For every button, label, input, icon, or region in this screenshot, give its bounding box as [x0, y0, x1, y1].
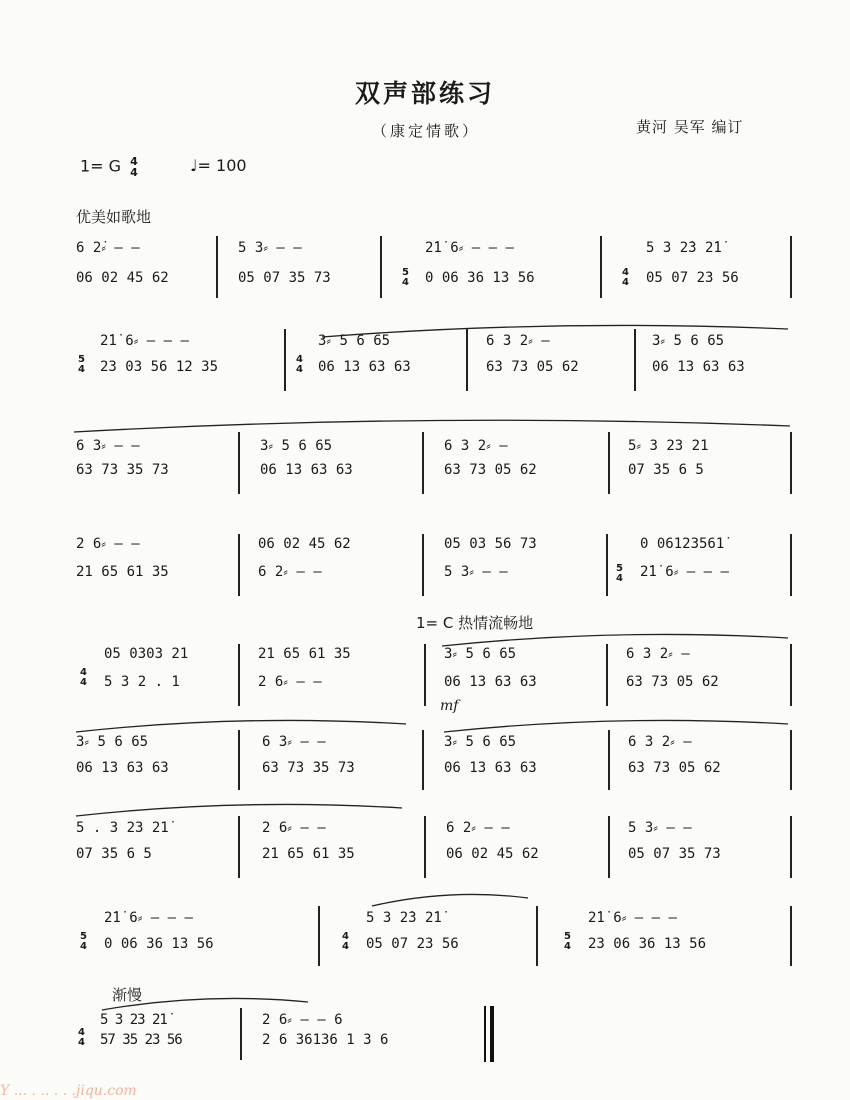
- upper-voice: 2̇1̇ 6⸗ — — —: [588, 910, 677, 926]
- score-system-3: [0, 428, 850, 518]
- upper-voice: 6 3 2⸗ —: [626, 646, 690, 662]
- upper-voice: 05 03 56 73: [444, 536, 537, 552]
- lower-voice: 05 07 23 56: [366, 936, 459, 952]
- lower-voice: 06 13 63 63: [318, 359, 411, 375]
- barline: [380, 236, 382, 298]
- lower-voice: 5 3 2 . 1: [104, 674, 180, 690]
- dynamic-marking: mf: [440, 698, 459, 714]
- upper-voice: 2̇1̇ 6⸗ — — —: [104, 910, 193, 926]
- key-signature: [80, 156, 142, 178]
- upper-voice: 6 3⸗ — —: [262, 734, 326, 750]
- score-system-8: [0, 902, 850, 992]
- barline: [790, 236, 792, 298]
- time-signature-top: 4: [130, 155, 138, 168]
- lower-voice: 63 73 05 62: [444, 462, 537, 478]
- lower-voice: 2̇1̇ 6⸗ — — —: [640, 564, 729, 580]
- lower-voice: 63 73 05 62: [628, 760, 721, 776]
- upper-voice: 5 3 2̇3 2̇1̇: [366, 910, 442, 926]
- upper-voice: 3⸗ 5 6 65: [652, 333, 725, 349]
- barline: [790, 906, 792, 966]
- score-system-7: [0, 812, 850, 902]
- lower-voice: 63 73 05 62: [486, 359, 579, 375]
- lower-voice: 2 6⸗ — —: [258, 674, 322, 690]
- upper-voice: 5⸗ 3 23 21: [628, 438, 709, 454]
- phrase-slur: [74, 720, 408, 734]
- lower-voice: 06 13 63 63: [444, 760, 537, 776]
- phrase-slur: [440, 634, 790, 648]
- upper-voice: 2̇1̇ 6⸗ — — —: [100, 333, 189, 349]
- barline: [600, 236, 602, 298]
- time-signature-change: 5 4: [80, 931, 87, 952]
- lower-voice: 0 06 36 13 56: [104, 936, 214, 952]
- time-signature-change: 5 4: [402, 267, 409, 288]
- lower-voice: 23 06 36 13 56: [588, 936, 707, 952]
- phrase-slur: [442, 720, 790, 734]
- lower-voice: 63 73 35 73: [262, 760, 355, 776]
- barline: [790, 816, 792, 878]
- upper-voice: 21 65 61 35: [258, 646, 351, 662]
- barline: [238, 816, 240, 878]
- barline: [536, 906, 538, 966]
- lower-voice: 5 3⸗ — —: [444, 564, 508, 580]
- score-title: 双声部练习: [354, 79, 495, 108]
- barline: [608, 816, 610, 878]
- score-system-5: [0, 640, 850, 730]
- barline: [790, 534, 792, 596]
- key-change: [416, 612, 533, 633]
- phrase-slur: [100, 998, 310, 1012]
- upper-voice: 2̇1̇ 6⸗ — — —: [425, 240, 514, 256]
- upper-voice: 0 06123561̇: [640, 536, 725, 552]
- barline: [238, 730, 240, 790]
- barline: [422, 730, 424, 790]
- phrase-slur: [74, 804, 404, 818]
- upper-voice: 5 3⸗ — —: [238, 240, 302, 256]
- barline: [238, 432, 240, 494]
- score-system-1: [0, 232, 850, 322]
- barline: [238, 644, 240, 706]
- upper-voice: 6 3 2⸗ —: [444, 438, 508, 454]
- time-signature-change: 4 4: [296, 354, 303, 375]
- lower-voice: 05 07 35 73: [628, 846, 721, 862]
- barline: [790, 644, 792, 706]
- final-barline-thin: [484, 1006, 486, 1062]
- expression-marking: 渐慢: [112, 986, 143, 1004]
- lower-voice: 06 13 63 63: [76, 760, 169, 776]
- upper-voice: 6 3⸗ — —: [76, 438, 140, 454]
- score-system-9: [0, 1004, 850, 1094]
- lower-voice: 07 35 6 5: [628, 462, 704, 478]
- phrase-slur: [370, 894, 530, 908]
- tempo-marking: ♩= 100: [190, 156, 247, 175]
- score-system-2: [0, 325, 850, 415]
- lower-voice: 06 02 45 62: [446, 846, 539, 862]
- lower-voice: 06 13 63 63: [652, 359, 745, 375]
- upper-voice: 3⸗ 5 6 65: [444, 734, 517, 750]
- score-credits: 黄河 吴军 编订: [636, 118, 744, 136]
- expression-marking: 优美如歌地: [76, 208, 152, 226]
- watermark: Y ... . .. . . .jiqu.com: [0, 1083, 137, 1099]
- lower-voice: 21 65 61 35: [262, 846, 355, 862]
- time-signature-change: 5 4: [78, 354, 85, 375]
- phrase-slur: [72, 422, 792, 436]
- lower-voice: 06 13 63 63: [260, 462, 353, 478]
- time-signature-change: 5 4: [564, 931, 571, 952]
- barline: [216, 236, 218, 298]
- key-change-label: 1= C: [416, 614, 454, 632]
- score-subtitle: （康定情歌）: [372, 122, 481, 140]
- final-barline-thick: [490, 1006, 494, 1062]
- upper-voice: 6 3 2⸗ —: [486, 333, 550, 349]
- lower-voice: 0 06 36 13 56: [425, 270, 535, 286]
- barline: [238, 534, 240, 596]
- upper-voice: 5 3⸗ — —: [628, 820, 692, 836]
- score-system-6: [0, 726, 850, 816]
- lower-voice: 06 02 45 62: [76, 270, 169, 286]
- upper-voice: 5 3 2̇3 2̇1̇: [646, 240, 722, 256]
- barline: [790, 432, 792, 494]
- upper-voice: 3⸗ 5 6 65: [318, 333, 391, 349]
- upper-voice: 3⸗ 5 6 65: [444, 646, 517, 662]
- barline: [424, 644, 426, 706]
- time-signature-change: 5 4: [616, 563, 623, 584]
- upper-voice: 5 3 23 21̇: [100, 1012, 167, 1028]
- lower-voice: 23 03 56 12 35: [100, 359, 219, 375]
- time-signature-change: 4 4: [622, 267, 629, 288]
- time-signature-change: 4 4: [78, 1027, 85, 1048]
- barline: [606, 644, 608, 706]
- time-signature-change: 4 4: [342, 931, 349, 952]
- upper-voice: 2 6⸗ — — 6: [262, 1012, 343, 1028]
- barline: [318, 906, 320, 966]
- upper-voice: 6 3 2⸗ —: [628, 734, 692, 750]
- barline: [790, 730, 792, 790]
- key-label: 1= G: [80, 156, 122, 176]
- barline: [424, 816, 426, 878]
- lower-voice: 05 07 35 73: [238, 270, 331, 286]
- lower-voice: 07 35 6 5: [76, 846, 152, 862]
- time-signature-bottom: 4: [130, 166, 138, 179]
- phrase-slur: [320, 325, 790, 339]
- upper-voice: 06 02 45 62: [258, 536, 351, 552]
- upper-voice: 3⸗ 5 6 65: [76, 734, 149, 750]
- barline: [422, 432, 424, 494]
- lower-voice: 05 07 23 56: [646, 270, 739, 286]
- barline: [284, 329, 286, 391]
- barline: [608, 432, 610, 494]
- lower-voice: 63 73 35 73: [76, 462, 169, 478]
- upper-voice: 5 . 3 23 21̇: [76, 820, 169, 836]
- lower-voice: 63 73 05 62: [626, 674, 719, 690]
- lower-voice: 57 35 23 56: [100, 1032, 182, 1048]
- upper-voice: 2 6⸗ — —: [76, 536, 140, 552]
- barline: [240, 1008, 242, 1060]
- barline: [606, 534, 608, 596]
- expression-marking: 热情流畅地: [458, 614, 534, 632]
- barline: [422, 534, 424, 596]
- barline: [608, 730, 610, 790]
- upper-voice: 2 6⸗ — —: [262, 820, 326, 836]
- lower-voice: 6 2⸗ — —: [258, 564, 322, 580]
- upper-voice: 6 2⸗ — —: [446, 820, 510, 836]
- lower-voice: 06 13 63 63: [444, 674, 537, 690]
- time-signature-change: 4 4: [80, 667, 87, 688]
- upper-voice: 6 2̇⸗ — —: [76, 240, 140, 256]
- upper-voice: 3⸗ 5 6 65: [260, 438, 333, 454]
- lower-voice: 21 65 61 35: [76, 564, 169, 580]
- score-system-4: [0, 530, 850, 620]
- upper-voice: 05 0303 21: [104, 646, 189, 662]
- time-signature: [130, 156, 138, 178]
- lower-voice: 2 6 36136 1 3 6: [262, 1032, 389, 1048]
